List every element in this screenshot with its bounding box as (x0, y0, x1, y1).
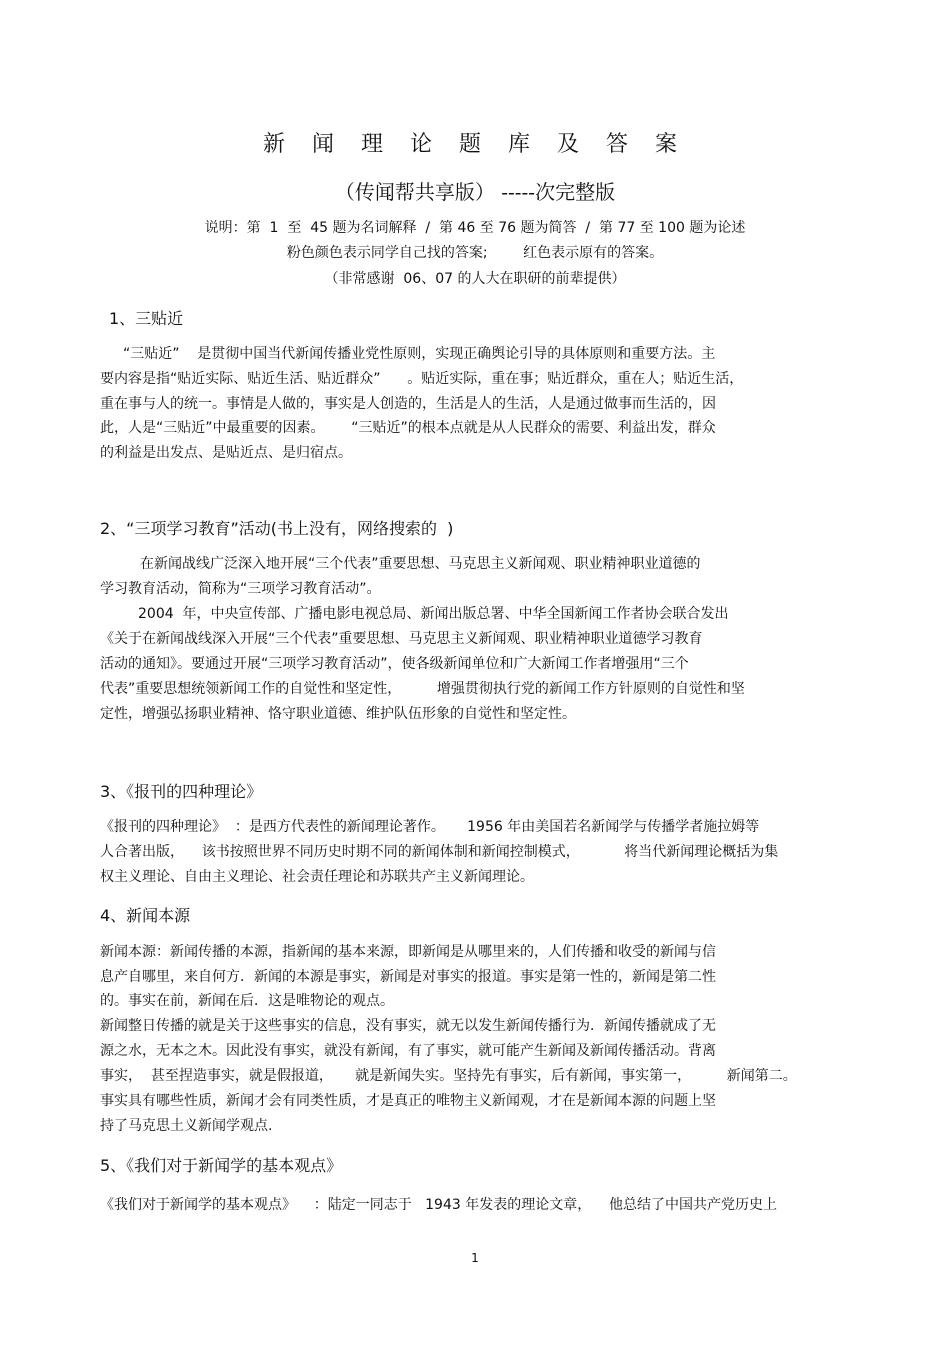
section-1-line-5: 的利益是出发点、是贴近点、是归宿点。 (100, 445, 352, 461)
section-5-heading: 5、《我们对于新闻学的基本观点》 (100, 1156, 343, 1175)
section-3-line-1: 《报刊的四种理论》 ：是西方代表性的新闻理论著作。 1956 年由美国若名新闻学与传播学者施拉姆等 (100, 819, 760, 835)
section-5-line-1: 《我们对于新闻学的基本观点》 ：陆定一同志于 1943 年发表的理论文章， 他总结了中国共产党历史上 (100, 1197, 778, 1213)
section-1-line-3: 重在事与人的统一。事情是人做的，事实是人创造的，生活是人的生活，人是通过做事而生活的，因 (100, 396, 716, 412)
section-1-line-4: 此，人是“三贴近”中最重要的因素。 “三贴近”的根本点就是从人民群众的需要、利益出发，群众 (100, 420, 716, 436)
document-subtitle: （传闻帮共享版） -----次完整版 (334, 180, 616, 204)
section-2-line-1: 在新闻战线广泛深入地开展“三个代表”重要思想、马克思主义新闻观、职业精神职业道德的 (140, 556, 701, 572)
section-3-line-2: 人合著出版， 该书按照世界不同历史时期不同的新闻体制和新闻控制模式， 将当代新闻理论概括为集 (100, 844, 779, 860)
section-3-heading: 3、《报刊的四种理论》 (100, 782, 263, 801)
section-1-heading: 1、三贴近 (109, 309, 184, 328)
section-2-line-2: 学习教育活动，简称为“三项学习教育活动”。 (100, 581, 381, 597)
section-2-line-5: 活动的通知》。要通过开展“三项学习教育活动”，使各级新闻单位和广大新闻工作者增强用“三个 (100, 656, 689, 672)
section-2-line-6: 代表”重要思想统领新闻工作的自觉性和坚定性， 增强贯彻执行党的新闻工作方针原则的自觉性和坚 (100, 681, 745, 697)
section-4-line-6: 事实， 甚至捏造事实，就是假报道， 就是新闻失实。坚持先有事实，后有新闻，事实第一， 新闻第二。 (100, 1068, 797, 1084)
document-title: 新 闻 理 论 题 库 及 答 案 (263, 132, 687, 157)
thanks-note: （非常感谢 06、07 的人大在职研的前辈提供） (324, 271, 626, 287)
section-1-line-2: 要内容是指“贴近实际、贴近生活、贴近群众” 。贴近实际，重在事；贴近群众，重在人；贴近生活， (100, 371, 744, 387)
section-2-line-7: 定性，增强弘扬职业精神、恪守职业道德、维护队伍形象的自觉性和坚定性。 (100, 706, 576, 722)
section-4-line-8: 持了马克思土义新闻学观点. (100, 1118, 273, 1134)
section-4-line-3: 的。事实在前，新闻在后．这是唯物论的观点。 (100, 993, 394, 1009)
section-3-line-3: 权主义理论、自由主义理论、社会责任理论和苏联共产主义新闻理论。 (100, 869, 534, 885)
section-4-line-2: 息产自哪里，来自何方．新闻的本源是事实，新闻是对事实的报道。事实是第一性的，新闻是第二性 (100, 969, 716, 985)
section-4-line-4: 新闻整日传播的就是关于这些事实的信息，没有事实，就无以发生新闻传播行为．新闻传播就成了无 (100, 1018, 716, 1034)
page-number: 1 (471, 1251, 479, 1265)
color-legend-note: 粉色颜色表示同学自己找的答案; 红色表示原有的答案。 (286, 245, 664, 261)
instruction-note: 说明：第 1 至 45 题为名词解释 / 第 46 至 76 题为简答 / 第 77 至 100 题为论述 (204, 220, 746, 236)
section-4-line-5: 源之水，无本之木。因此没有事实，就没有新闻，有了事实，就可能产生新闻及新闻传播活动。背离 (100, 1043, 716, 1059)
section-2-line-3: 2004 年，中央宣传部、广播电影电视总局、新闻出版总署、中华全国新闻工作者协会联合发出 (138, 606, 729, 622)
section-2-line-4: 《关于在新闻战线深入开展“三个代表”重要思想、马克思主义新闻观、职业精神职业道德学习教育 (100, 631, 703, 647)
section-1-line-1: “三贴近” 是贯彻中国当代新闻传播业党性原则，实现正确舆论引导的具体原则和重要方法。主 (123, 346, 716, 362)
section-4-line-1: 新闻本源：新闻传播的本源，指新闻的基本来源，即新闻是从哪里来的，人们传播和收受的新闻与信 (100, 944, 716, 960)
section-2-heading: 2、“三项学习教育”活动(书上没有，网络搜索的 ) (100, 519, 454, 538)
section-4-line-7: 事实具有哪些性质，新闻才会有同类性质，才是真正的唯物主义新闻观，才在是新闻本源的问题上坚 (100, 1093, 716, 1109)
section-4-heading: 4、新闻本源 (100, 906, 191, 925)
